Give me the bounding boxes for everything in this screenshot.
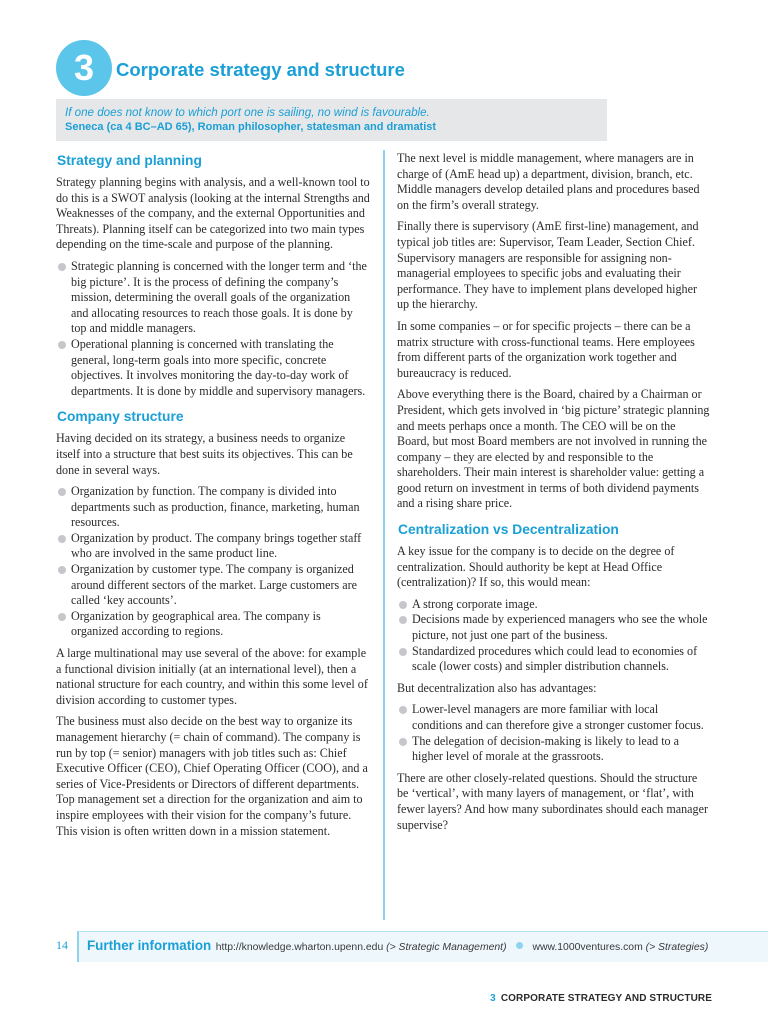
section-heading-strategy: Strategy and planning: [57, 153, 202, 168]
paragraph: Having decided on its strategy, a business needs to organize itself into a structure that best suits its objectives. This can be done in several ways.: [56, 431, 353, 477]
running-footer: [490, 993, 712, 1004]
list-item: Operational planning is concerned with translating the general, long-term goals into more specific, concrete objectives. It involves monitoring the day-to-day work of departments. It is done by middle and supervisory managers.: [56, 337, 370, 399]
running-footer-title: CORPORATE STRATEGY AND STRUCTURE: [500, 993, 712, 1004]
bullet-icon: [399, 648, 407, 656]
column-divider: [383, 150, 385, 920]
bullet-icon: [58, 566, 66, 574]
bullet-icon: [58, 263, 66, 271]
list-item: Organization by function. The company is divided into departments such as production, finance, marketing, human resources.: [56, 484, 370, 531]
epigraph-box: [56, 99, 607, 141]
further-information-bar: [77, 931, 768, 962]
list-item: Strategic planning is concerned with the longer term and ‘the big picture’. It is the process of defining the company’s mission, determining the overall goals of the organization and allocating resources to reach those goals. It is done by top and middle managers.: [56, 259, 370, 337]
left-column: [56, 152, 370, 845]
page-number: 14: [56, 938, 68, 952]
epigraph-quote: If one does not know to which port one is sailing, no wind is favourable.: [65, 106, 430, 119]
bullet-icon: [399, 738, 407, 746]
bullet-icon: [399, 616, 407, 624]
paragraph: Above everything there is the Board, chaired by a Chairman or President, which gets involved in ‘big picture’ strategic planning and meets perhaps once a month. The CEO will be on the Board, but most Board members are not involved in running the company – they are elected by and responsible to the shareholders. Their main interest is shareholder value: getting a good return on investment in terms of both dividend payments and a rising share price.: [397, 387, 710, 511]
section-heading-structure: Company structure: [57, 409, 184, 425]
bullet-list: [397, 702, 711, 764]
bullet-list: [56, 259, 370, 399]
list-item: Organization by product. The company brings together staff who are involved in the same product line.: [56, 531, 370, 562]
page-title: Corporate strategy and structure: [116, 59, 405, 80]
list-item: Organization by geographical area. The company is organized according to regions.: [56, 609, 370, 640]
bullet-icon: [399, 706, 407, 714]
separator-dot-icon: [516, 942, 523, 949]
bullet-icon: [58, 535, 66, 543]
list-item: The delegation of decision-making is likely to lead to a higher level of morale at the grassroots.: [397, 734, 711, 765]
further-information-label: Further information: [87, 938, 212, 953]
bullet-icon: [399, 601, 407, 609]
paragraph: The business must also decide on the best way to organize its management hierarchy (= chain of command). The company is run by top (= senior) managers with job titles such as: Chief Executive Officer (CEO), Chief Operating Officer (COO), and a series of Vice-Presidents or Directors of different departments. Top management set a direction for the organization and aim to inspire employees with their vision for the company’s future. This vision is often written down in a mission statement.: [56, 714, 368, 838]
bullet-icon: [58, 488, 66, 496]
list-item: Decisions made by experienced managers who see the whole picture, not just one part of the business.: [397, 612, 711, 643]
list-item: Standardized procedures which could lead to economies of scale (lower costs) and simpler distribution channels.: [397, 644, 711, 675]
running-footer-number: 3: [490, 993, 496, 1004]
unit-number-badge: 3: [56, 40, 112, 96]
list-item: A strong corporate image.: [397, 597, 711, 613]
further-info-link-1000ventures[interactable]: www.1000ventures.com (> Strategies): [532, 942, 709, 953]
paragraph: Finally there is supervisory (AmE first-line) management, and typical job titles are: Supervisor, Team Leader, Section Chief. Supervisory managers are responsible for assigning non-managerial employees to specific jobs and evaluating their performance. They have to implement plans developed higher up the hierarchy.: [397, 219, 699, 312]
paragraph: A large multinational may use several of the above: for example a functional division initially (at an international level), then a national structure for each country, and within this some level of division according to customer types.: [56, 646, 368, 707]
paragraph: A key issue for the company is to decide on the degree of centralization. Should authority be kept at Head Office (centralization)? If so, this would mean:: [397, 544, 675, 590]
paragraph: In some companies – or for specific projects – there can be a matrix structure with cross-functional teams. Here employees from different parts of the organization work together and bureaucracy is reduced.: [397, 318, 695, 380]
bullet-list: [56, 484, 370, 640]
list-item: Lower-level managers are more familiar with local conditions and can therefore give a stronger customer focus.: [397, 702, 711, 733]
right-column: [397, 151, 711, 839]
paragraph: But decentralization also has advantages:: [397, 680, 597, 695]
epigraph-source: Seneca (ca 4 BC–AD 65), Roman philosopher, statesman and dramatist: [65, 121, 437, 133]
list-item: Organization by customer type. The company is organized around different sectors of the market. Large customers are called ‘key accounts’.: [56, 562, 370, 609]
paragraph: The next level is middle management, where managers are in charge of (AmE head up) a department, division, branch, etc. Middle managers develop detailed plans and procedures based on the firm’s overall strategy.: [397, 151, 700, 212]
further-info-link-wharton[interactable]: http://knowledge.wharton.upenn.edu (> Strategic Management): [215, 942, 507, 953]
bullet-icon: [58, 613, 66, 621]
paragraph: There are other closely-related questions. Should the structure be ‘vertical’, with many layers of management, or ‘flat’, with fewer layers? And how many subordinates should each manager supervise?: [397, 770, 708, 832]
bullet-icon: [58, 341, 66, 349]
bullet-list: [397, 597, 711, 675]
section-heading-centralization: Centralization vs Decentralization: [398, 522, 619, 538]
paragraph: Strategy planning begins with analysis, and a well-known tool to do this is a SWOT analysis (looking at the internal Strengths and Weaknesses of the company, and the external Opportunities and Threats). Planning itself can be categorized into two main types depending on the time-scale and purpose of the planning.: [56, 175, 370, 252]
